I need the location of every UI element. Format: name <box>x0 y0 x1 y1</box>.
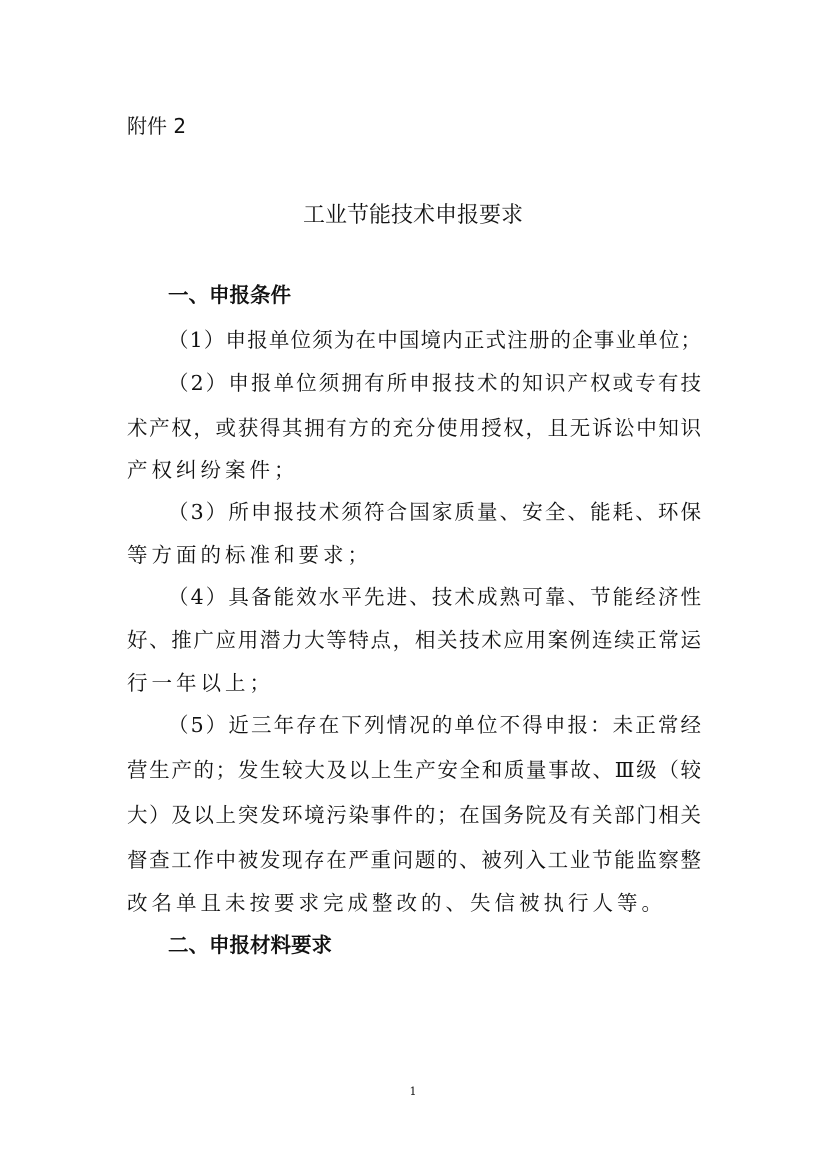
paragraph-line: 产权纠纷案件； <box>127 458 299 482</box>
paragraph-line: 术产权，或获得其拥有方的充分使用授权，且无诉讼中知识 <box>127 416 701 440</box>
paragraph-line: （2）申报单位须拥有所申报技术的知识产权或专有技 <box>168 371 701 395</box>
paragraph-line: （1）申报单位须为在中国境内正式注册的企事业单位； <box>168 328 701 352</box>
attachment-label: 附件 2 <box>127 114 187 138</box>
section-heading-materials: 二、申报材料要求 <box>168 933 332 957</box>
paragraph-line: 好、推广应用潜力大等特点，相关技术应用案例连续正常运 <box>127 628 701 652</box>
section-heading-conditions: 一、申报条件 <box>168 283 291 307</box>
paragraph-line: 督查工作中被发现存在严重问题的、被列入工业节能监察整 <box>127 848 701 872</box>
paragraph-line: 行一年以上； <box>127 671 274 695</box>
paragraph-line: 改名单且未按要求完成整改的、失信被执行人等。 <box>127 891 666 915</box>
paragraph-line: 大）及以上突发环境污染事件的；在国务院及有关部门相关 <box>127 803 701 827</box>
paragraph-line: （3）所申报技术须符合国家质量、安全、能耗、环保 <box>168 500 701 524</box>
paragraph-line: （4）具备能效水平先进、技术成熟可靠、节能经济性 <box>168 585 701 609</box>
document-title: 工业节能技术申报要求 <box>302 203 523 228</box>
page-number: 1 <box>409 1085 417 1098</box>
paragraph-line: （5）近三年存在下列情况的单位不得申报：未正常经 <box>168 713 701 737</box>
paragraph-line: 营生产的；发生较大及以上生产安全和质量事故、Ⅲ级（较 <box>127 758 701 782</box>
paragraph-line: 等方面的标准和要求； <box>127 543 372 567</box>
